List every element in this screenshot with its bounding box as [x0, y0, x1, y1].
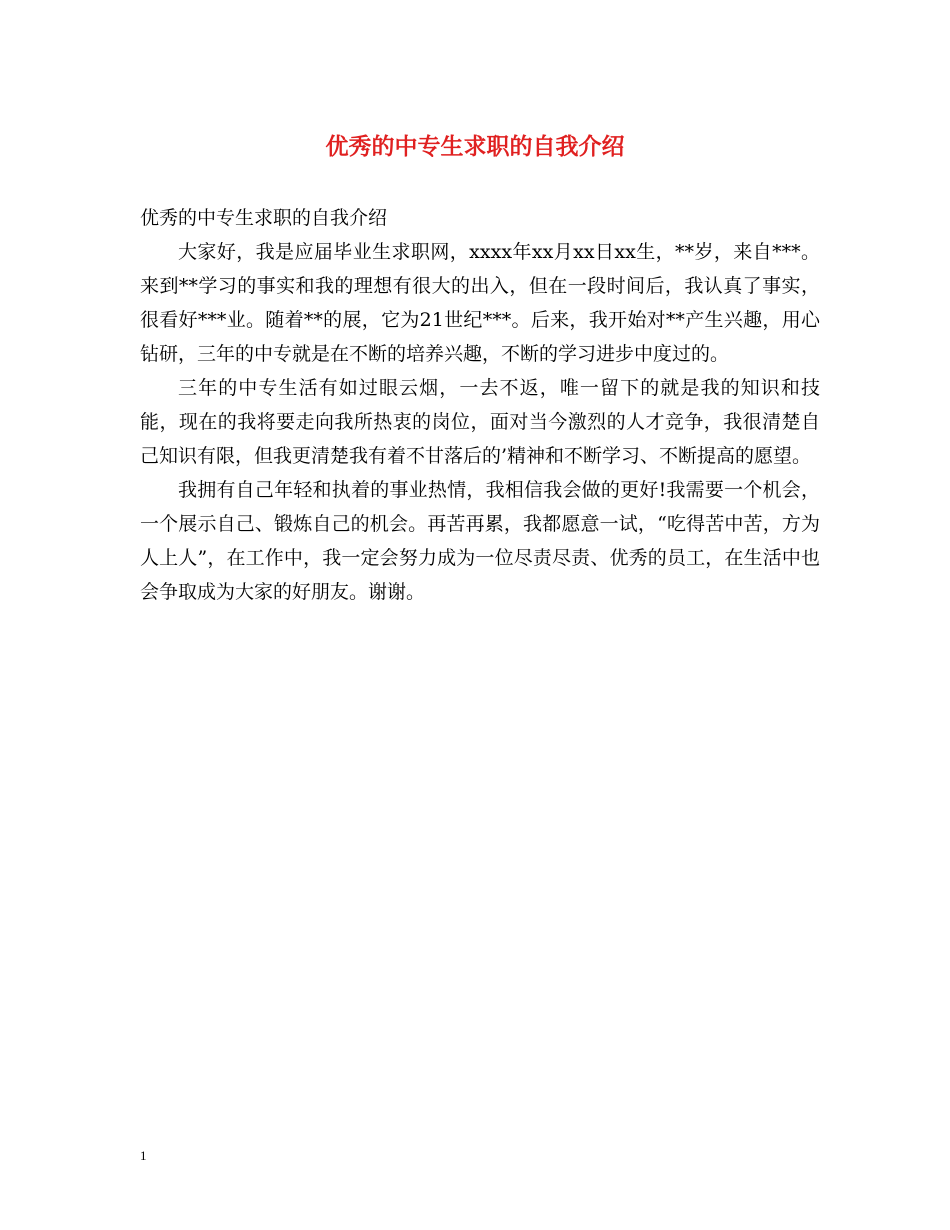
paragraph-1: 大家好，我是应届毕业生求职网，xxxx年xx月xx日xx生，**岁，来自***。来到**学习的事实和我的理想有很大的出入，但在一段时间后，我认真了事实，很看好***业。随着**的展，它为21世纪***。后来，我开始对**产生兴趣，用心钻研，三年的中专就是在不断的培养兴趣，不断的学习进步中度过的。: [140, 241, 820, 365]
page-number: 1: [140, 1148, 147, 1163]
document-subtitle: 优秀的中专生求职的自我介绍: [140, 207, 388, 229]
document-title: 优秀的中专生求职的自我介绍: [325, 133, 625, 160]
paragraph-3: 我拥有自己年轻和执着的事业热情，我相信我会做的更好!我需要一个机会，一个展示自己、锻炼自己的机会。再苦再累，我都愿意一试，“吃得苦中苦，方为人上人”，在工作中，我一定会努力成为一位尽责尽责、优秀的员工，在生活中也会争取成为大家的好朋友。谢谢。: [140, 479, 820, 603]
paragraph-2: 三年的中专生活有如过眼云烟，一去不返，唯一留下的就是我的知识和技能，现在的我将要走向我所热衷的岗位，面对当今激烈的人才竞争，我很清楚自己知识有限，但我更清楚我有着不甘落后的’精神和不断学习、不断提高的愿望。: [140, 377, 820, 467]
document-body: [140, 201, 820, 609]
